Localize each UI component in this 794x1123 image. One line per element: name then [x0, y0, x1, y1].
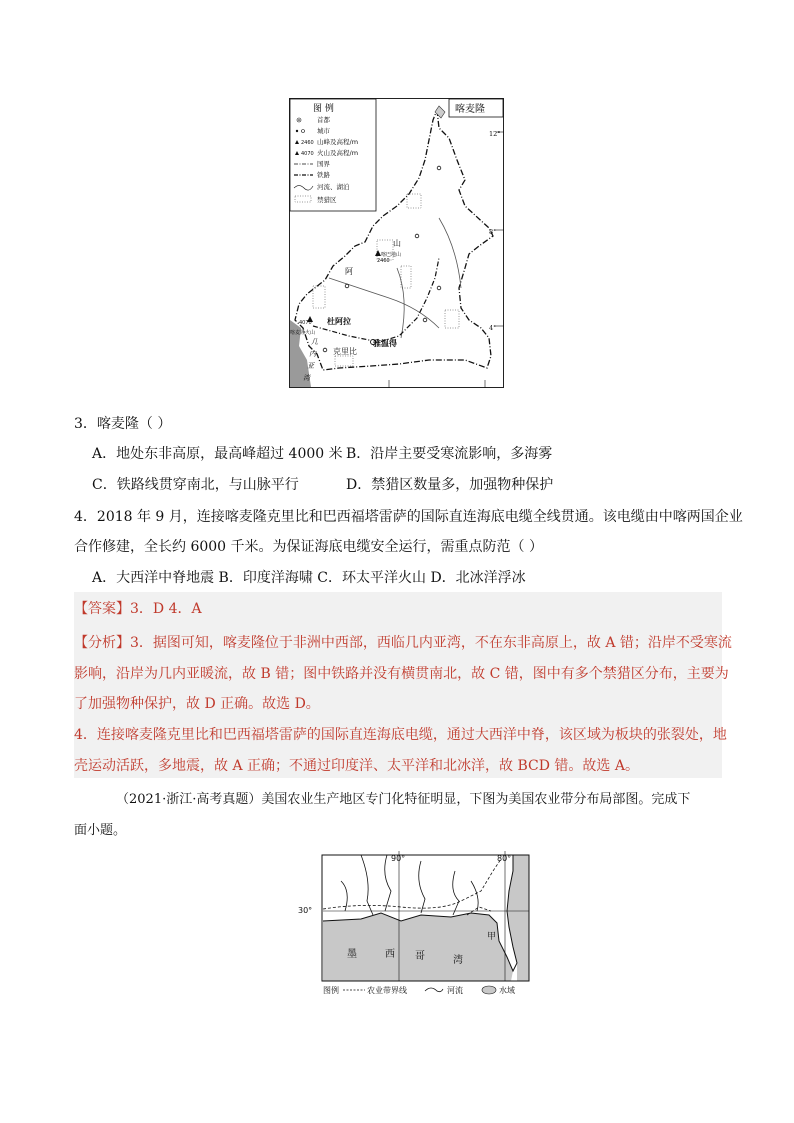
question-3-option-b: B．沿岸主要受寒流影响，多海雾 [346, 446, 553, 462]
lon-label-90: 90° [391, 854, 406, 863]
gulf-char-3: 亚 [307, 362, 314, 370]
gulf-char-2: 内 [309, 350, 316, 358]
place-label-peak: 喀巴地山 [381, 252, 402, 258]
lat-label-12: 12° [489, 130, 501, 138]
question-3-option-c: C．铁路线贯穿南北，与山脉平行 [92, 477, 299, 493]
cameroon-map [289, 98, 504, 388]
place-label-volcano-elev: 4070 [299, 320, 312, 326]
answer-label: 【答案】 [74, 601, 130, 617]
country-label: 喀麦隆 [455, 104, 485, 115]
legend-water: 水域 [499, 986, 515, 995]
legend-agri-boundary: 农业带界线 [367, 986, 407, 995]
place-label-peak-elev: 2460 [377, 258, 390, 264]
gulf-char-1: 墨 [347, 949, 357, 960]
gulf-char-3: 哥 [415, 951, 425, 962]
map2-lat-label: 30° [298, 906, 313, 915]
place-label-a: 阿 [345, 267, 353, 276]
svg-text:4070: 4070 [301, 151, 314, 157]
question-4-options: A．大西洋中脊地震 B．印度洋海啸 C．环太平洋火山 D．北冰洋浮冰 [92, 570, 526, 586]
gulf-char-1: 几 [311, 338, 318, 346]
legend-title: 图 例 [313, 104, 334, 114]
place-label-volcano: 喀麦隆火山 [290, 330, 316, 336]
legend-prefix: 图例 [323, 986, 339, 995]
analysis-line-4: 4．连接喀麦隆克里比和巴西福塔雷萨的国际直连海底电缆，通过大西洋中脊，该区域为板块的张裂处，地 [74, 727, 727, 743]
place-label-yaounde: 雅温得 [373, 339, 397, 348]
answer-line [74, 599, 202, 619]
legend-item-reserve: 禁猎区 [317, 196, 337, 204]
question-4-stem-line2: 合作修建，全长约 6000 千米。为保证海底电缆安全运行，需重点防范（ ） [74, 539, 543, 555]
place-label-mountain: 山 [393, 239, 401, 248]
answer-analysis-box [74, 592, 722, 778]
legend-item-river-lake: 河流、湖泊 [317, 183, 350, 191]
analysis-line-1: 【分析】3．据图可知，喀麦隆位于非洲中西部，西临几内亚湾，不在东非高原上，故 A 错；沿岸不受寒流 [74, 635, 732, 651]
svg-text:2460: 2460 [301, 140, 314, 146]
legend-river: 河流 [447, 986, 463, 995]
atlantic-water [507, 855, 529, 981]
legend-item-border: 国界 [317, 160, 330, 168]
legend-item-peak: 山峰及高程/m [317, 138, 359, 146]
gulf-char-4: 湾 [453, 955, 463, 966]
legend-item-volcano: 火山及高程/m [317, 149, 359, 157]
intro-line-1: （2021·浙江·高考真题）美国农业生产地区专门化特征明显，下图为美国农业带分布局部图。完成下 [116, 792, 691, 807]
legend-item-capital: 首都 [317, 116, 330, 124]
gulf-char-4: 湾 [303, 374, 310, 382]
legend-item-city: 城市 [317, 127, 330, 135]
analysis-line-5: 壳运动活跃，多地震，故 A 正确；不通过印度洋、太平洋和北冰洋，故 BCD 错。故选 A。 [74, 758, 639, 774]
lat-label-8: 8° [489, 228, 497, 236]
intro-line-2: 面小题。 [74, 823, 127, 838]
lon-label-80: 80° [497, 854, 512, 863]
gulf-of-mexico-water [323, 913, 513, 981]
region-label-jia: 甲 [487, 932, 497, 942]
analysis-line-3: 了加强物种保护，故 D 正确。故选 D。 [74, 696, 320, 712]
analysis-line-2: 影响，沿岸为几内亚暖流，故 B 错；图中铁路并没有横贯南北，故 C 错，图中有多个禁猎区分布，主要为 [74, 666, 729, 682]
agri-boundary-line [323, 859, 501, 909]
analysis-label: 【分析】 [74, 635, 130, 651]
legend-item-railway: 铁路 [317, 171, 330, 179]
question-4-stem-line1: 4．2018 年 9 月，连接喀麦隆克里比和巴西福塔雷萨的国际直连海底电缆全线贯通。该电缆由中喀两国企业 [74, 509, 743, 525]
question-3-option-a: A．地处东非高原，最高峰超过 4000 米 [92, 446, 343, 462]
question-3-stem: 3．喀麦隆（ ） [74, 416, 172, 432]
question-3-option-d: D．禁猎区数量多，加强物种保护 [346, 477, 554, 493]
lat-label-4: 4° [489, 324, 497, 332]
place-label-kribi: 克里比 [333, 347, 357, 356]
us-agriculture-map [321, 851, 530, 999]
answer-text: 3．D 4．A [130, 601, 202, 617]
place-label-douala: 杜阿拉 [327, 317, 351, 326]
gulf-char-2: 西 [385, 949, 395, 960]
